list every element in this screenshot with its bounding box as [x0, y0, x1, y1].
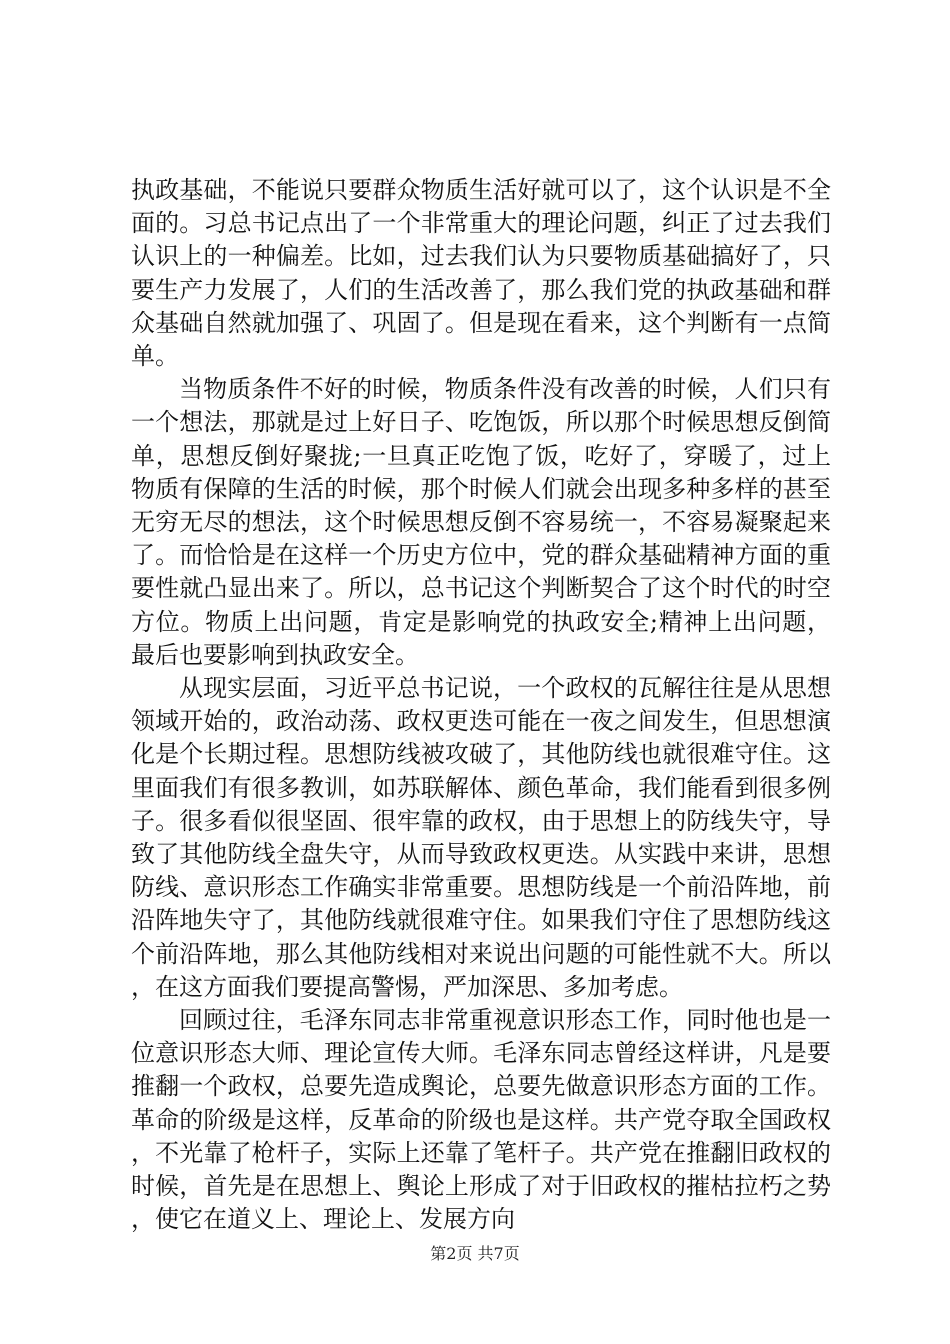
paragraph-2: 当物质条件不好的时候，物质条件没有改善的时候，人们只有一个想法，那就是过上好日子、吃饱饭，所以那个时候思想反倒简单，思想反倒好聚拢;一旦真正吃饱了饭，吃好了，穿暖了，过上物质有保障的生活的时候，那个时候人们就会出现多种多样的甚至无穷无尽的想法，这个时候思想反倒不容易统一，不容易凝聚起来了。而恰恰是在这样一个历史方位中，党的群众基础精神方面的重要性就凸显出来了。所以，总书记这个判断契合了这个时代的时空方位。物质上出问题，肯定是影响党的执政安全;精神上出问题，最后也要影响到执政安全。	[131, 375, 831, 669]
paragraph-3: 从现实层面，习近平总书记说，一个政权的瓦解往往是从思想领域开始的，政治动荡、政权更迭可能在一夜之间发生，但思想演化是个长期过程。思想防线被攻破了，其他防线也就很难守住。这里面我们有很多教训，如苏联解体、颜色革命，我们能看到很多例子。很多看似很坚固、很牢靠的政权，由于思想上的防线失守，导致了其他防线全盘失守，从而导致政权更迭。从实践中来讲，思想防线、意识形态工作确实非常重要。思想防线是一个前沿阵地，前沿阵地失守了，其他防线就很难守住。如果我们守住了思想防线这个前沿阵地，那么其他防线相对来说出问题的可能性就不大。所以，在这方面我们要提高警惕，严加深思、多加考虑。	[131, 674, 831, 1001]
paragraph-1: 执政基础，不能说只要群众物质生活好就可以了，这个认识是不全面的。习总书记点出了一个非常重大的理论问题，纠正了过去我们认识上的一种偏差。比如，过去我们认为只要物质基础搞好了，只要生产力发展了，人们的生活改善了，那么我们党的执政基础和群众基础自然就加强了、巩固了。但是现在看来，这个判断有一点简单。	[131, 176, 831, 371]
document-body	[131, 174, 831, 1237]
page-footer: 第2页 共7页	[430, 1244, 520, 1263]
paragraph-4: 回顾过往，毛泽东同志非常重视意识形态工作，同时他也是一位意识形态大师、理论宣传大师。毛泽东同志曾经这样讲，凡是要推翻一个政权，总要先造成舆论，总要先做意识形态方面的工作。革命的阶级是这样，反革命的阶级也是这样。共产党夺取全国政权，不光靠了枪杆子，实际上还靠了笔杆子。共产党在推翻旧政权的时候，首先是在思想上、舆论上形成了对于旧政权的摧枯拉朽之势，使它在道义上、理论上、发展方向	[131, 1006, 831, 1234]
